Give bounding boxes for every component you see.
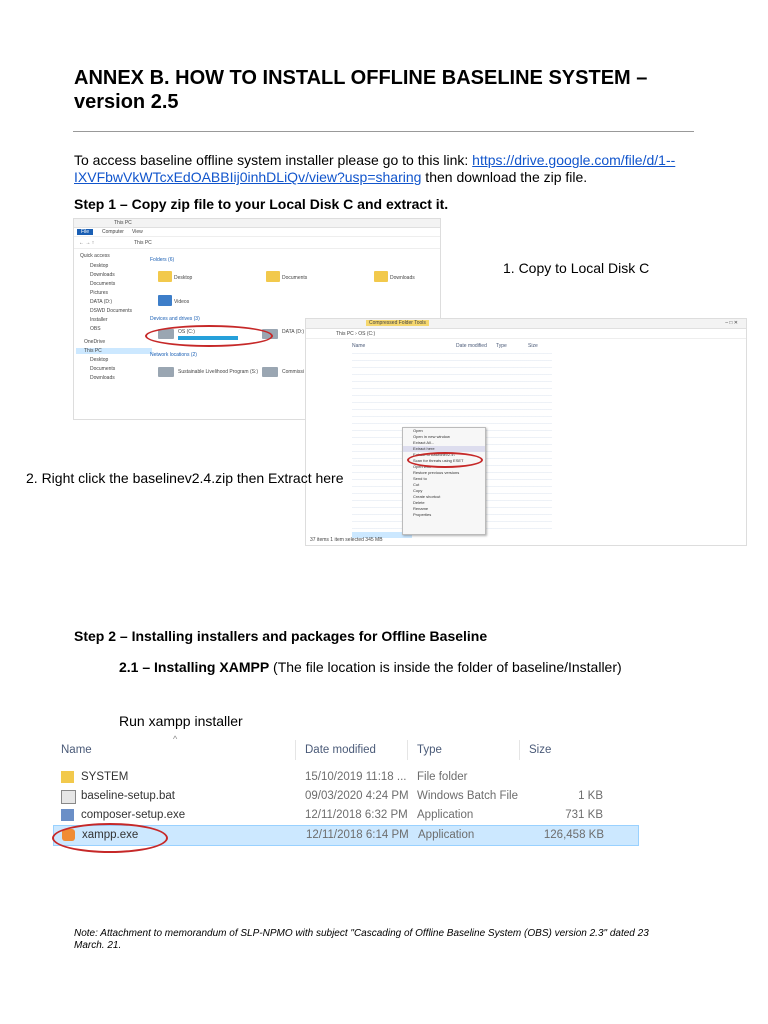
title-divider xyxy=(73,131,694,132)
file-name: composer-setup.exe xyxy=(81,809,186,821)
nav-pc-desktop[interactable]: Desktop xyxy=(90,357,109,363)
file-size: 731 KB xyxy=(565,809,603,821)
col-name[interactable]: Name xyxy=(352,343,366,349)
nav-pictures[interactable]: Pictures xyxy=(90,290,109,296)
menu-create-shortcut[interactable]: Create shortcut xyxy=(413,494,441,499)
ribbon-tab-computer[interactable]: Computer xyxy=(102,229,124,235)
folder-videos[interactable]: Videos xyxy=(174,299,190,305)
menu-cut[interactable]: Cut xyxy=(413,482,420,487)
drive-data-d[interactable]: DATA (D:) xyxy=(282,329,305,335)
menu-copy[interactable]: Copy xyxy=(413,488,423,493)
ribbon-tab-view[interactable]: View xyxy=(132,229,143,235)
file-date: 09/03/2020 4:24 PM xyxy=(305,790,409,802)
nav-onedrive[interactable]: OneDrive xyxy=(84,339,106,345)
menu-open-with[interactable]: Open with xyxy=(413,464,432,469)
network-slp[interactable]: Sustainable Livelihood Program (S:) xyxy=(178,369,259,375)
menu-delete[interactable]: Delete xyxy=(413,500,425,505)
file-date: 15/10/2019 11:18 ... xyxy=(305,771,407,783)
folders-heading: Folders (6) xyxy=(150,257,175,263)
folder-icon xyxy=(158,271,172,282)
menu-open[interactable]: Open xyxy=(413,428,423,433)
menu-scan[interactable]: Scan for threats using ESET xyxy=(413,458,464,463)
window-title: This PC xyxy=(114,220,132,226)
network-drive-icon xyxy=(262,367,278,377)
nav-data-d[interactable]: DATA (D:) xyxy=(90,299,113,305)
window-controls-icon[interactable]: – □ ✕ xyxy=(725,320,738,326)
menu-send-to[interactable]: Send to xyxy=(413,476,427,481)
step2-1-note: (The file location is inside the folder of baseline/Installer) xyxy=(269,659,622,675)
intro-paragraph xyxy=(74,152,694,186)
run-xampp-text: Run xampp installer xyxy=(119,713,243,729)
menu-extract-here[interactable]: Extract here xyxy=(403,446,485,452)
header-date[interactable]: Date modified xyxy=(305,744,376,756)
col-size[interactable]: Size xyxy=(528,343,538,349)
network-heading: Network locations (2) xyxy=(150,352,197,358)
folder-downloads[interactable]: Downloads xyxy=(390,275,415,281)
folder-icon xyxy=(61,771,74,783)
menu-restore[interactable]: Restore previous versions xyxy=(413,470,460,475)
nav-obs[interactable]: OBS xyxy=(90,326,101,332)
header-type[interactable]: Type xyxy=(417,744,442,756)
col-type[interactable]: Type xyxy=(496,343,507,349)
nav-installer[interactable]: Installer xyxy=(90,317,108,323)
file-row-baseline-setup[interactable] xyxy=(53,787,637,806)
page-title: ANNEX B. HOW TO INSTALL OFFLINE BASELINE SYSTEM – version 2.5 xyxy=(74,67,648,113)
network-drive-icon xyxy=(158,367,174,377)
menu-open-new-window[interactable]: Open in new window xyxy=(413,434,450,439)
col-date[interactable]: Date modified xyxy=(456,343,487,349)
drives-heading: Devices and drives (3) xyxy=(150,316,200,322)
nav-downloads[interactable]: Downloads xyxy=(90,272,115,278)
nav-pc-documents[interactable]: Documents xyxy=(90,366,116,372)
footnote: Note: Attachment to memorandum of SLP-NPMO with subject "Cascading of Offline Baseline System (OBS) version 2.3" dated 23 March. 21. xyxy=(74,928,649,951)
folder-icon xyxy=(266,271,280,282)
folder-desktop[interactable]: Desktop xyxy=(174,275,193,281)
installer-app-icon xyxy=(61,809,74,821)
ribbon-tab-file[interactable]: File xyxy=(77,229,93,235)
highlight-oval-extract-here xyxy=(407,452,483,468)
sort-arrow-icon: ^ xyxy=(173,734,178,744)
step2-1-line xyxy=(119,659,622,676)
file-row-system[interactable] xyxy=(53,768,637,787)
file-type: Application xyxy=(417,809,474,821)
nav-pc-downloads[interactable]: Downloads xyxy=(90,375,115,381)
step1-heading: Step 1 – Copy zip file to your Local Disk C and extract it. xyxy=(74,196,449,212)
file-type: Application xyxy=(418,829,475,841)
context-menu xyxy=(402,427,486,535)
nav-this-pc[interactable]: This PC xyxy=(76,348,152,354)
menu-properties[interactable]: Properties xyxy=(413,512,432,517)
step2-1-heading: 2.1 – Installing XAMPP xyxy=(119,659,270,675)
address-bar[interactable]: This PC › OS (C:) xyxy=(336,331,376,337)
menu-extract-all[interactable]: Extract All... xyxy=(413,440,435,445)
nav-dswd-documents[interactable]: DSWD Documents xyxy=(90,308,132,314)
folder-documents[interactable]: Documents xyxy=(282,275,308,281)
drive-link[interactable]: https://drive.google.com/file/d/1--IXVFbwVkWTcxEdOABBIij0inhDLiQv/view?usp=sharing xyxy=(74,152,676,185)
menu-extract-to[interactable]: Extract to baselinev2.4\ xyxy=(413,452,455,457)
file-row-composer-setup[interactable] xyxy=(53,806,637,825)
highlight-oval-drive-c xyxy=(145,325,273,347)
videos-folder-icon xyxy=(158,295,172,306)
callout-copy: 1. Copy to Local Disk C xyxy=(503,260,650,276)
explorer-os-c-screenshot xyxy=(305,318,747,546)
callout-extract: 2. Right click the baselinev2.4.zip then Extract here xyxy=(26,470,344,486)
highlight-oval-xampp xyxy=(52,823,168,853)
file-name: xampp.exe xyxy=(82,829,139,841)
status-bar: 37 items 1 item selected 345 MB xyxy=(310,537,383,543)
step2-heading: Step 2 – Installing installers and packages for Offline Baseline xyxy=(74,628,488,644)
intro-text-end: then download the zip file. xyxy=(421,169,588,185)
file-type: File folder xyxy=(417,771,468,783)
file-date: 12/11/2018 6:14 PM xyxy=(306,829,409,841)
compressed-tools-tab[interactable]: Compressed Folder Tools xyxy=(366,320,429,326)
nav-quick-access[interactable]: Quick access xyxy=(80,253,110,259)
header-size[interactable]: Size xyxy=(529,744,552,756)
file-type: Windows Batch File xyxy=(417,790,518,802)
file-size: 1 KB xyxy=(578,790,603,802)
file-name: SYSTEM xyxy=(81,771,129,783)
header-name[interactable]: Name xyxy=(61,744,92,756)
batch-file-icon xyxy=(61,790,76,804)
file-date: 12/11/2018 6:32 PM xyxy=(305,809,408,821)
menu-rename[interactable]: Rename xyxy=(413,506,429,511)
file-name: baseline-setup.bat xyxy=(81,790,175,802)
network-commissi[interactable]: Commissi xyxy=(282,369,304,375)
drive-os-c[interactable]: OS (C:) xyxy=(178,329,195,335)
nav-arrows-icon[interactable]: ← → ↑ xyxy=(79,240,95,246)
nav-documents[interactable]: Documents xyxy=(90,281,116,287)
address-bar[interactable]: This PC xyxy=(134,240,152,246)
file-size: 126,458 KB xyxy=(543,829,604,841)
folder-icon xyxy=(374,271,388,282)
intro-text: To access baseline offline system installer please go to this link: xyxy=(74,152,473,168)
nav-desktop[interactable]: Desktop xyxy=(90,263,109,269)
